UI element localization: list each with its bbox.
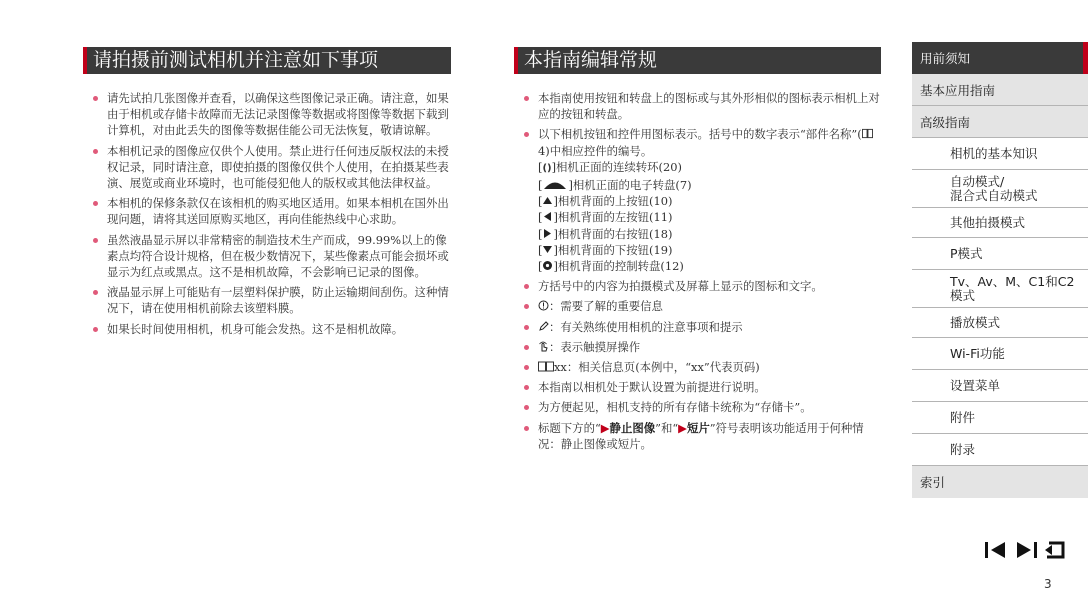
control-down: [ ]相机背面的下按钮(19) (538, 242, 673, 257)
left-section (83, 47, 451, 341)
ring-icon: () (542, 162, 552, 174)
book-icon (862, 128, 873, 139)
list-item: 本相机记录的图像应仅供个人使用。禁止进行任何违反版权法的未授权记录，同时请注意，即使拍摄的图像仅供个人使用，在拍摄某些表演、展览或商业环境时，也可能侵犯他人的版权或其他法律权益。 (83, 143, 451, 192)
next-page-icon (1013, 540, 1039, 560)
sidebar-item-index[interactable]: 索引 (912, 466, 1088, 498)
list-item: 为方便起见，相机支持的所有存储卡统称为“存储卡”。 (514, 399, 881, 415)
mid-section (514, 47, 881, 456)
sidebar-item-playback[interactable]: 播放模式 (912, 308, 1088, 338)
page-number: 3 (1044, 577, 1052, 591)
list-item: 标题下方的“▶静止图像”和“▶短片”符号表明该功能适用于何种情况：静止图像或短片。 (514, 420, 881, 452)
down-arrow-icon (542, 244, 553, 255)
list-item: 液晶显示屏上可能贴有一层塑料保护膜，防止运输期间刮伤。这种情况下，请在使用相机前除去该塑料膜。 (83, 284, 451, 316)
main-dial-icon (542, 179, 568, 190)
right-arrow-icon (542, 228, 553, 239)
list-item-text: 以下相机按钮和控件用图标表示。括号中的数字表示“部件名称”( (538, 127, 862, 142)
list-item: 以下相机按钮和控件用图标表示。括号中的数字表示“部件名称”(4)中相应控件的编号。 [()]相机正面的连续转环(20) [ ]相机正面的电子转盘(7) [ ]相机背面的上按钮(10) [ ]相机背面的左按钮(11) [ ]相机背面的右按钮(18) [ ]相机背面的下按钮(19) [ ]相机背面的控制转盘(12) (514, 126, 881, 274)
list-item: 请先试拍几张图像并查看，以确保这些图像记录正确。请注意，如果由于相机或存储卡故障而无法记录图像等数据或将图像等数据下载到计算机，对由此丢失的图像等数据佳能公司无法恢复，敬请谅解。 (83, 90, 451, 139)
sidebar-item-tv-av-m-mode[interactable]: Tv、Av、M、C1和C2 模式 (912, 270, 1088, 308)
sidebar-item-before-use[interactable]: 用前须知 (912, 42, 1088, 74)
control-right: [ ]相机背面的右按钮(18) (538, 226, 673, 241)
still-image-label: 静止图像 (609, 420, 656, 435)
sidebar-item-basic-guide[interactable]: 基本应用指南 (912, 74, 1088, 106)
page-ref[interactable]: 4 (538, 143, 546, 158)
sidebar-item-advanced-guide[interactable]: 高级指南 (912, 106, 1088, 138)
list-item: 虽然液晶显示屏以非常精密的制造技术生产而成，99.99%以上的像素点均符合设计规格，但在极少数情况下，某些像素点可能会损坏或显示为红点或黑点。这不是相机故障，不会影响已记录的图像。 (83, 232, 451, 281)
pencil-icon (538, 321, 549, 332)
left-section-title: 请拍摄前测试相机并注意如下事项 (83, 47, 451, 74)
sidebar-item-appendix[interactable]: 附录 (912, 434, 1088, 466)
sidebar-item-camera-basics[interactable]: 相机的基本知识 (912, 138, 1088, 170)
list-item: 如果长时间使用相机，机身可能会发热。这不是相机故障。 (83, 321, 451, 337)
sidebar-item-p-mode[interactable]: P模式 (912, 238, 1088, 270)
page-navigation (982, 539, 1070, 561)
left-arrow-icon (542, 211, 553, 222)
up-arrow-icon (542, 195, 553, 206)
sidebar-item-wifi[interactable]: Wi-Fi功能 (912, 338, 1088, 370)
list-item: ：需要了解的重要信息 (514, 298, 881, 314)
list-item: 方括号中的内容为拍摄模式及屏幕上显示的图标和文字。 (514, 278, 881, 294)
sidebar-item-other-modes[interactable]: 其他拍摄模式 (912, 208, 1088, 238)
control-dial-icon (542, 260, 553, 271)
control-ring: [()]相机正面的连续转环(20) (538, 159, 682, 174)
list-item: 本指南使用按钮和转盘上的图标或与其外形相似的图标表示相机上对应的按钮和转盘。 (514, 90, 881, 122)
control-up: [ ]相机背面的上按钮(10) (538, 194, 673, 209)
return-icon (1043, 540, 1069, 560)
control-rear-dial: [ ]相机背面的控制转盘(12) (538, 259, 684, 274)
control-left: [ ]相机背面的左按钮(11) (538, 210, 673, 225)
mid-bullet-list (514, 90, 881, 452)
prev-page-button[interactable] (982, 539, 1010, 561)
important-icon (538, 300, 549, 311)
list-item: ：有关熟练使用相机的注意事项和提示 (514, 319, 881, 335)
sidebar-item-accessories[interactable]: 附件 (912, 402, 1088, 434)
touch-icon (538, 341, 549, 352)
movie-label: 短片 (686, 420, 710, 435)
next-page-button[interactable] (1012, 539, 1040, 561)
list-item: 本相机的保修条款仅在该相机的购买地区适用。如果本相机在国外出现问题，请将其送回原购买地区，再向佳能热线中心求助。 (83, 195, 451, 227)
left-bullet-list (83, 90, 451, 337)
back-button[interactable] (1042, 539, 1070, 561)
play-triangle-icon: ▶ (678, 420, 687, 435)
list-item: xx：相关信息页(本例中，“xx”代表页码) (514, 359, 881, 375)
control-dial: [ ]相机正面的电子转盘(7) (538, 178, 692, 193)
list-item: ：表示触摸屏操作 (514, 339, 881, 355)
sidebar-item-auto-mode[interactable]: 自动模式/ 混合式自动模式 (912, 170, 1088, 208)
mid-section-title: 本指南编辑常规 (514, 47, 881, 74)
play-triangle-icon: ▶ (600, 420, 610, 435)
sidebar-nav (912, 42, 1088, 498)
list-item: 本指南以相机处于默认设置为前提进行说明。 (514, 379, 881, 395)
book-icon (538, 361, 554, 372)
prev-page-icon (983, 540, 1009, 560)
sidebar-item-settings-menu[interactable]: 设置菜单 (912, 370, 1088, 402)
